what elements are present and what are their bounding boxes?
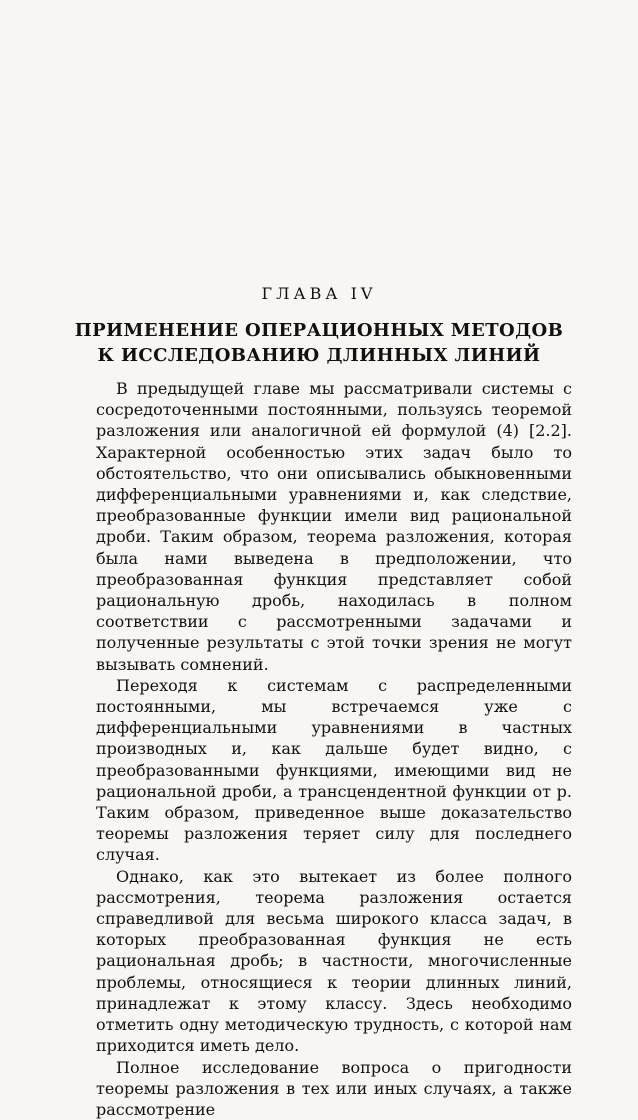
chapter-title-line-2: К ИССЛЕДОВАНИЮ ДЛИННЫХ ЛИНИЙ: [0, 343, 638, 368]
paragraph-1: В предыдущей главе мы рассматривали системы с сосредоточенными постоянными, пользуясь теоремой разложения или аналогичной ей формулой (4) [2.2]. Характерной особенностью этих задач было то обстоятельство, что они описывались обыкновенными дифференциальными уравнениями и, как следствие, преобразованные функции имели вид рациональной дроби. Таким образом, теорема разложения, которая была нами выведена в предположении, что преобразованная функция представляет собой рациональную дробь, находилась в полном соответствии с рассмотренными задачами и полученные результаты с этой точки зрения не могут вызывать сомнений.: [96, 378, 572, 675]
chapter-title: [0, 318, 638, 368]
paragraph-3: Однако, как это вытекает из более полного рассмотрения, теорема разложения остается справедливой для весьма широкого класса задач, в которых преобразованная функция не есть рациональная дробь; в частности, многочисленные проблемы, относящиеся к теории длинных линий, принадлежат к этому классу. Здесь необходимо отметить одну методическую трудность, с которой нам приходится иметь дело.: [96, 866, 572, 1057]
chapter-title-line-1: ПРИМЕНЕНИЕ ОПЕРАЦИОННЫХ МЕТОДОВ: [0, 318, 638, 343]
paragraph-4: Полное исследование вопроса о пригодности теоремы разложения в тех или иных случаях, а также рассмотрение: [96, 1057, 572, 1120]
chapter-body: [96, 378, 572, 1120]
paragraph-2: Переходя к системам с распределенными постоянными, мы встречаемся уже с дифференциальными уравнениями в частных производных и, как дальше будет видно, с преобразованными функциями, имеющими вид не рациональной дроби, а трансцендентной функции от p. Таким образом, приведенное выше доказательство теоремы разложения теряет силу для последнего случая.: [96, 675, 572, 866]
chapter-label: ГЛАВА IV: [0, 284, 638, 303]
